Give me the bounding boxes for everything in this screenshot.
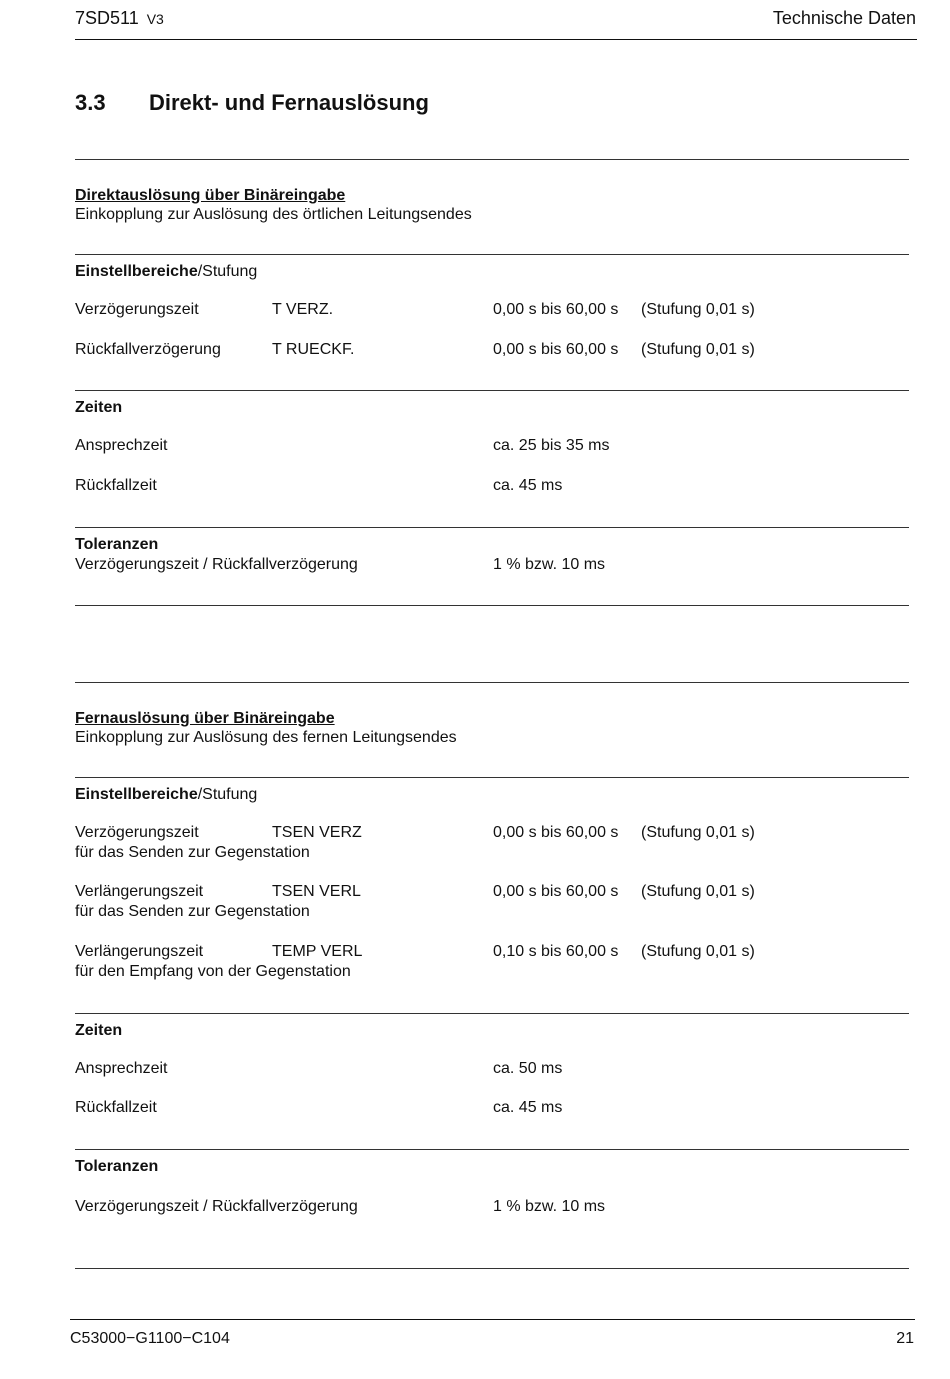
fern-subheading: Einkopplung zur Auslösung des fernen Leitungsendes — [75, 729, 457, 746]
direkt-settings-label — [75, 262, 257, 282]
direkt-heading: Direktauslösung über Binäreingabe — [75, 187, 346, 204]
footer-rule — [70, 1319, 915, 1320]
product-name: 7SD511 — [75, 8, 139, 28]
setting-param: TEMP VERL — [272, 943, 363, 960]
section-number: 3.3 — [75, 90, 106, 115]
settings-label-bold: Einstellbereiche — [75, 263, 198, 280]
divider — [75, 159, 909, 160]
setting-name: Verzögerungszeit — [75, 824, 199, 841]
divider — [75, 1149, 909, 1150]
fern-tolerance-label: Toleranzen — [75, 1158, 159, 1175]
setting-name: Verlängerungszeit — [75, 943, 204, 960]
setting-step: (Stufung 0,01 s) — [641, 341, 755, 358]
setting-subtext: für das Senden zur Gegenstation — [75, 903, 310, 920]
time-name: Ansprechzeit — [75, 1060, 168, 1077]
fern-heading: Fernauslösung über Binäreingabe — [75, 710, 335, 727]
setting-range: 0,10 s bis 60,00 s — [493, 943, 619, 960]
fern-settings-label — [75, 785, 257, 805]
divider — [75, 777, 909, 778]
tolerance-name: Verzögerungszeit / Rückfallverzögerung — [75, 1198, 358, 1215]
setting-range: 0,00 s bis 60,00 s — [493, 341, 619, 358]
header-product — [75, 8, 164, 29]
divider — [75, 605, 909, 606]
header-rule — [75, 39, 917, 40]
setting-name: Verlängerungszeit — [75, 883, 204, 900]
settings-label-rest: /Stufung — [197, 786, 258, 803]
time-value: ca. 25 bis 35 ms — [493, 437, 610, 454]
direkt-tolerance-label: Toleranzen — [75, 536, 159, 553]
time-name: Rückfallzeit — [75, 477, 157, 494]
time-value: ca. 50 ms — [493, 1060, 563, 1077]
tolerance-name: Verzögerungszeit / Rückfallverzögerung — [75, 556, 358, 573]
time-name: Ansprechzeit — [75, 437, 168, 454]
page-number: 21 — [896, 1330, 914, 1347]
setting-step: (Stufung 0,01 s) — [641, 883, 755, 900]
divider — [75, 682, 909, 683]
time-value: ca. 45 ms — [493, 1099, 563, 1116]
direkt-subheading: Einkopplung zur Auslösung des örtlichen Leitungsendes — [75, 206, 472, 223]
time-value: ca. 45 ms — [493, 477, 563, 494]
setting-name: Verzögerungszeit — [75, 301, 199, 318]
product-version: V3 — [146, 11, 164, 27]
time-name: Rückfallzeit — [75, 1099, 157, 1116]
footer-doc-number: C53000−G1100−C104 — [70, 1330, 230, 1347]
divider — [75, 527, 909, 528]
divider — [75, 1013, 909, 1014]
divider — [75, 1268, 909, 1269]
divider — [75, 390, 909, 391]
section-title: Direkt- und Fernauslösung — [149, 90, 429, 115]
setting-step: (Stufung 0,01 s) — [641, 943, 755, 960]
tolerance-value: 1 % bzw. 10 ms — [493, 1198, 606, 1215]
setting-subtext: für den Empfang von der Gegenstation — [75, 963, 351, 980]
setting-step: (Stufung 0,01 s) — [641, 301, 755, 318]
setting-range: 0,00 s bis 60,00 s — [493, 883, 619, 900]
setting-name: Rückfallverzögerung — [75, 341, 221, 358]
setting-range: 0,00 s bis 60,00 s — [493, 301, 619, 318]
tolerance-value: 1 % bzw. 10 ms — [493, 556, 606, 573]
divider — [75, 254, 909, 255]
header-section-title: Technische Daten — [772, 8, 916, 28]
setting-param: TSEN VERZ — [272, 824, 362, 841]
setting-step: (Stufung 0,01 s) — [641, 824, 755, 841]
setting-param: TSEN VERL — [272, 883, 361, 900]
settings-label-rest: /Stufung — [197, 263, 258, 280]
setting-subtext: für das Senden zur Gegenstation — [75, 844, 310, 861]
setting-range: 0,00 s bis 60,00 s — [493, 824, 619, 841]
setting-param: T RUECKF. — [272, 341, 355, 358]
fern-times-label: Zeiten — [75, 1022, 123, 1039]
direkt-times-label: Zeiten — [75, 399, 123, 416]
settings-label-bold: Einstellbereiche — [75, 786, 198, 803]
setting-param: T VERZ. — [272, 301, 334, 318]
